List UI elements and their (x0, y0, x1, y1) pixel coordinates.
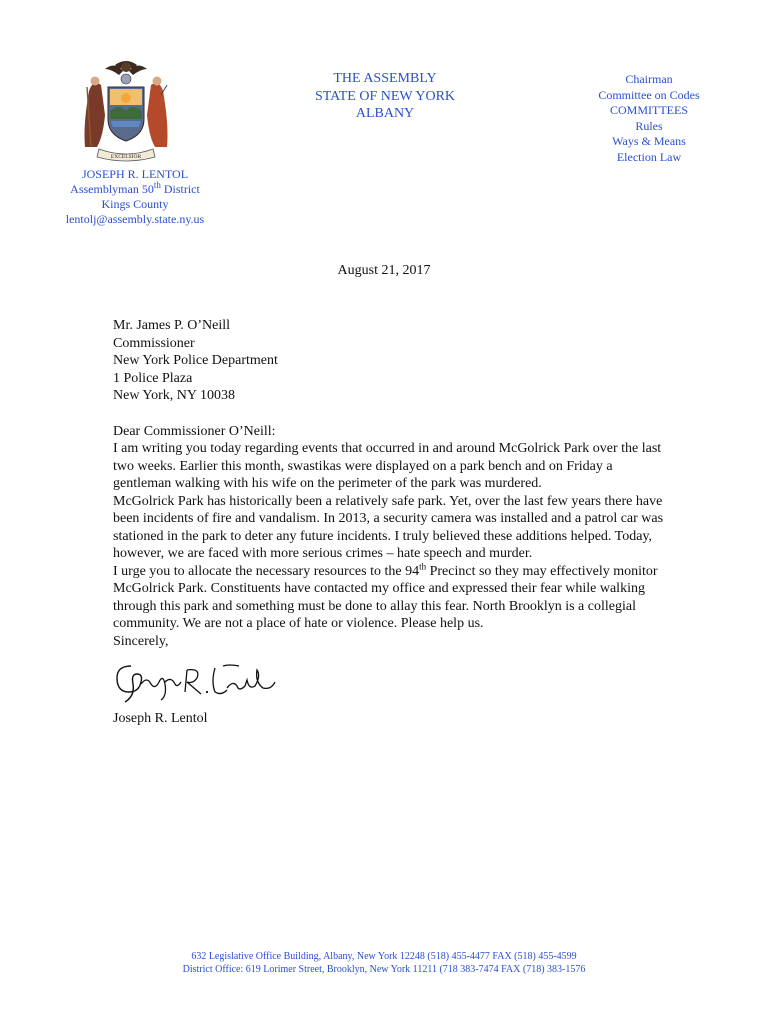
paragraph-3: I urge you to allocate the necessary resources to the 94th Precinct so they may effectively monitor McGolrick Park. Constituents have contacted my office and expressed their fear while walking through this park and something must be done to allay this fear. North Brooklyn is a collegial community. We are not a place of hate or violence. Please help us. (113, 560, 658, 631)
chairman-label: Chairman (625, 72, 673, 86)
handwritten-signature (111, 652, 281, 704)
recipient-name: Mr. James P. O’Neill (113, 318, 231, 333)
recipient-organization: New York Police Department (113, 353, 278, 368)
letterhead-line-1: THE ASSEMBLY (333, 71, 437, 86)
letterhead-line-3: ALBANY (355, 106, 415, 121)
committee-rules: Rules (635, 118, 663, 133)
committee-election-law: Election Law (616, 149, 682, 164)
paragraph-2: McGolrick Park has historically been a relatively safe park. Yet, over the last few years there have been incidents of fire and vandalism. In 2013, a security camera was installed and a patrol car was stationed in the park to deter any future incidents. I truly believed these additions helped. Today, however, we are faced with more serious crimes – hate speech and murder. (113, 493, 664, 561)
signer-name: Joseph R. Lentol (113, 710, 208, 726)
new-york-state-seal (75, 55, 177, 163)
email-address: lentolj@assembly.state.ny.us (65, 212, 205, 226)
closing: Sincerely, (113, 633, 169, 649)
office-addresses-footer (0, 950, 768, 976)
letter-date: August 21, 2017 (337, 263, 431, 278)
albany-office-address: 632 Legislative Office Building, Albany, New York 12248 (518) 455-4477 FAX (518) 455-4599 (191, 951, 577, 962)
letter-body (113, 317, 673, 727)
recipient-address (113, 317, 673, 405)
committees-block (570, 72, 728, 165)
recipient-street: 1 Police Plaza (113, 370, 193, 386)
assemblyman-contact-block (30, 167, 240, 227)
salutation: Dear Commissioner O’Neill: (113, 423, 276, 439)
letterhead-line-2: STATE OF NEW YORK (314, 88, 456, 104)
recipient-title: Commissioner (113, 335, 195, 351)
svg-text:EXCELSIOR: EXCELSIOR (110, 154, 142, 160)
committee-ways-means: Ways & Means (612, 134, 686, 148)
assemblyman-district: Assemblyman 50th District (70, 180, 200, 196)
county: Kings County (101, 197, 169, 211)
paragraph-1: I am writing you today regarding events that occurred in and around McGolrick Park over the last two weeks. Earlier this month, swastikas were displayed on a park bench and on Friday a gentleman walking with his wife on the perimeter of the park was murdered. (113, 441, 662, 491)
assemblyman-name: JOSEPH R. LENTOL (81, 167, 189, 181)
committees-heading: COMMITTEES (610, 103, 688, 117)
district-office-address: District Office: 619 Lorimer Street, Brooklyn, New York 11211 (718 383-7474 FAX (718) 383-1576 (182, 964, 586, 975)
committee-on-codes: Committee on Codes (598, 87, 700, 102)
assembly-letterhead-title (280, 70, 490, 123)
recipient-city: New York, NY 10038 (113, 388, 235, 403)
